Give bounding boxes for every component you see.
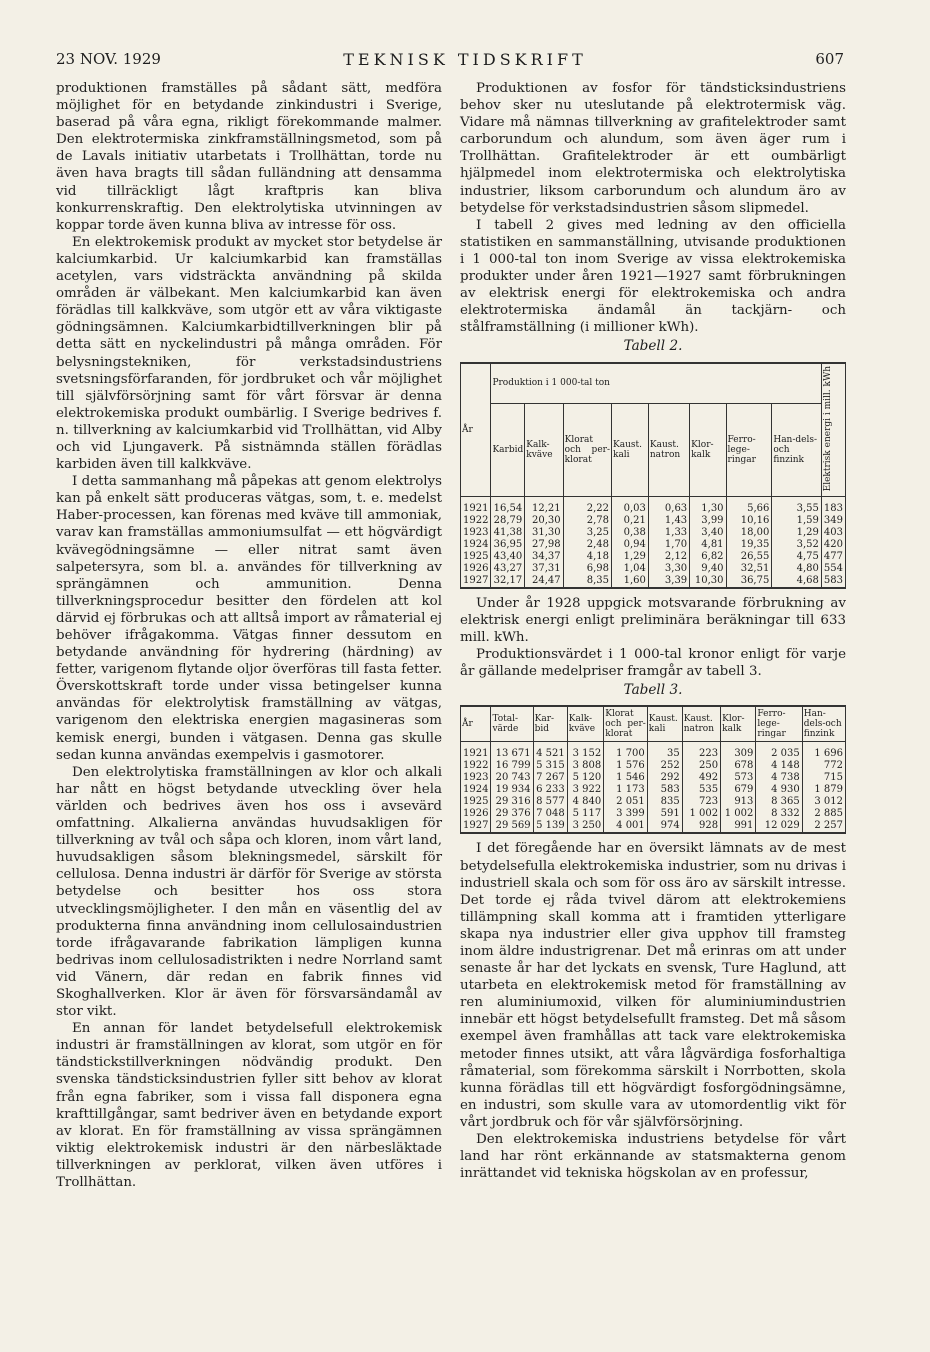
- table2-row: [461, 575, 846, 588]
- table2-year-cell: 1923: [461, 527, 491, 539]
- table3-cell: 8 365: [756, 796, 802, 808]
- table2-body: [461, 496, 846, 588]
- table2-cell: 10,30: [690, 575, 726, 588]
- table2-col-header: Kaust. kali: [611, 404, 648, 497]
- table3-year-cell: 1922: [461, 760, 491, 772]
- table3-col-header: Klor-kalk: [721, 706, 756, 742]
- table2-cell: 6,82: [690, 551, 726, 563]
- table3-cell: 4 738: [756, 772, 802, 784]
- table2-col-header: Ferro-lege-ringar: [726, 404, 772, 497]
- table2-cell: 27,98: [525, 539, 563, 551]
- table3-cell: 4 148: [756, 760, 802, 772]
- table2-cell: 554: [821, 563, 845, 575]
- table2-cell: 4,81: [690, 539, 726, 551]
- table3-cell: 1 576: [604, 760, 648, 772]
- table3-col-header: Klorat och per-klorat: [604, 706, 648, 742]
- table3-cell: 715: [802, 772, 845, 784]
- table3-body: [461, 742, 846, 834]
- table2-cell: 349: [821, 515, 845, 527]
- table2-cell: 2,48: [563, 539, 611, 551]
- table3-cell: 3 808: [567, 760, 604, 772]
- table3-col-header: Ferro-lege-ringar: [756, 706, 802, 742]
- table3-cell: 2 257: [802, 820, 845, 833]
- table2-cell: 1,60: [611, 575, 648, 588]
- table2-cell: 37,31: [525, 563, 563, 575]
- table3-cell: 292: [647, 772, 682, 784]
- table2-cell: 18,00: [726, 527, 772, 539]
- table3-cell: 3 012: [802, 796, 845, 808]
- table3-year-cell: 1925: [461, 796, 491, 808]
- table2-cell: 20,30: [525, 515, 563, 527]
- page-number: 607: [815, 50, 844, 68]
- table2-cell: 403: [821, 527, 845, 539]
- table3-cell: 974: [647, 820, 682, 833]
- table3-cell: 3 922: [567, 784, 604, 796]
- table2-year-cell: 1925: [461, 551, 491, 563]
- table3-cell: 583: [647, 784, 682, 796]
- table3-cell: 8 332: [756, 808, 802, 820]
- table3-cell: 252: [647, 760, 682, 772]
- table3-cell: 678: [721, 760, 756, 772]
- table3-cell: 591: [647, 808, 682, 820]
- table3-cell: 1 002: [682, 808, 720, 820]
- table2-cell: 3,99: [690, 515, 726, 527]
- table3-col-header: Kaust. natron: [682, 706, 720, 742]
- table3-cell: 5 139: [533, 820, 567, 833]
- table2-cell: 10,16: [726, 515, 772, 527]
- table3-row: [461, 742, 846, 761]
- table2-col-header: Han-dels-och finzink: [772, 404, 822, 497]
- paragraph: En annan för landet betydelsefull elektrokemisk industri är framställningen av klorat, som utgör en för tändstickstillverkningen nödvändig produkt. Den svenska tändsticksindustrien fyller sitt behov av klorat från egna fabriker, som i vissa fall disponera egna krafttillgångar, samt bedriver även en betydande export av klorat. En för framställning av vissa sprängämnen viktig elektrokemisk industri är den närbesläktade tillverkningen av perklorat, vilken även utföres i Trollhättan.: [56, 1021, 442, 1190]
- table2-cell: 1,33: [648, 527, 689, 539]
- table3-cell: 7 267: [533, 772, 567, 784]
- table3-year-cell: 1924: [461, 784, 491, 796]
- table3-cell: 5 120: [567, 772, 604, 784]
- table3-cell: 16 799: [491, 760, 533, 772]
- table2-cell: 3,39: [648, 575, 689, 588]
- table3-cell: 3 250: [567, 820, 604, 833]
- right-column: [460, 80, 846, 1182]
- table2-row: [461, 563, 846, 575]
- table3-cell: 2 885: [802, 808, 845, 820]
- table2-row: [461, 515, 846, 527]
- paragraph: produktionen framställes på sådant sätt, medföra möjlighet för en betydande zinkindustri i Sverige, baserad på våra egna, rikligt förekommande malmer. Den elektrotermiska zinkframställningsmetod, som på de Lavals initiativ utarbetats i Trollhättan, torde nu även hava bragts till sådan fulländning att densamma vid tillräckligt lågt kraftpris kan bliva konkurrenskraftig. Den elektrolytiska utvinningen av koppar torde även kunna bliva av intresse för oss.: [56, 81, 442, 233]
- table3: [460, 705, 846, 834]
- table2-cell: 16,54: [491, 496, 525, 515]
- table2-cell: 3,52: [772, 539, 822, 551]
- paragraph: I detta sammanhang må påpekas att genom elektrolys kan på enkelt sätt produceras vätgas, som, t. e. medelst Haber-processen, kan förenas med kväve till ammoniak, varav kan framställas ammoniumsulfat — ett högvärdigt kvävegödningsämne — eller nitrat samt även salpetersyra, som bl. a. användes för tillverkning av sprängämnen och ammunition. Denna tillverkningsprocedur besitter den fördelen att kol därvid ej förbrukas och att alltså import av råmaterial ej behöver ifrågakomma. Vätgas finner dessutom en betydande användning för hydrering (härdning) av fetter, varigenom flytande oljor överföras till fasta fetter. Överskottskraft torde under vissa betingelser kunna användas för elektrolytisk framställning av vätgas, varigenom den elektriska energien magasineras som kemisk energi, bunden i vätgasen. Denna gas skulle sedan kunna användas exempelvis i gasmotorer.: [56, 474, 442, 763]
- table2-cell: 31,30: [525, 527, 563, 539]
- table2-cell: 0,21: [611, 515, 648, 527]
- table3-year-cell: 1923: [461, 772, 491, 784]
- paragraph: Under år 1928 uppgick motsvarande förbrukning av elektrisk energi enligt preliminära beräkningar till 633 mill. kWh.: [460, 595, 846, 646]
- table2-cell: 36,95: [491, 539, 525, 551]
- table2-cell: 6,98: [563, 563, 611, 575]
- table2-cell: 24,47: [525, 575, 563, 588]
- table3-cell: 7 048: [533, 808, 567, 820]
- table3-header-row: [461, 706, 846, 742]
- table3-cell: 13 671: [491, 742, 533, 761]
- table2-year-cell: 1924: [461, 539, 491, 551]
- table2-row: [461, 527, 846, 539]
- table2-cell: 4,68: [772, 575, 822, 588]
- table3-cell: 250: [682, 760, 720, 772]
- table2-col-header: Kalk-kväve: [525, 404, 563, 497]
- table3-row: [461, 808, 846, 820]
- table2-cell: 32,17: [491, 575, 525, 588]
- table2-cell: 420: [821, 539, 845, 551]
- table2-year-cell: 1922: [461, 515, 491, 527]
- table2-cell: 3,55: [772, 496, 822, 515]
- table2-cell: 1,29: [772, 527, 822, 539]
- table2-cell: 0,63: [648, 496, 689, 515]
- table2-cell: 3,25: [563, 527, 611, 539]
- table3-cell: 4 521: [533, 742, 567, 761]
- table2-year-cell: 1921: [461, 496, 491, 515]
- table2-cell: 19,35: [726, 539, 772, 551]
- table3-cell: 5 117: [567, 808, 604, 820]
- table2-cell: 43,27: [491, 563, 525, 575]
- table2-cell: 583: [821, 575, 845, 588]
- table2-cell: 0,38: [611, 527, 648, 539]
- table3-cell: 4 840: [567, 796, 604, 808]
- table2-cell: 477: [821, 551, 845, 563]
- table3-col-header: Han-dels-och finzink: [802, 706, 845, 742]
- table3-cell: 29 376: [491, 808, 533, 820]
- paragraph: Produktionsvärdet i 1 000-tal kronor enligt för varje år gällande medelpriser framgår av tabell 3.: [460, 647, 846, 680]
- table2: [460, 362, 846, 589]
- table3-row: [461, 796, 846, 808]
- table2-cell: 32,51: [726, 563, 772, 575]
- table2-row: [461, 496, 846, 515]
- table3-caption: Tabell 3.: [623, 682, 683, 699]
- table2-cell: 12,21: [525, 496, 563, 515]
- table2-cell: 43,40: [491, 551, 525, 563]
- table3-cell: 1 002: [721, 808, 756, 820]
- table3-cell: 835: [647, 796, 682, 808]
- table3-cell: 4 930: [756, 784, 802, 796]
- table3-cell: 8 577: [533, 796, 567, 808]
- table3-year-cell: 1921: [461, 742, 491, 761]
- table2-cell: 28,79: [491, 515, 525, 527]
- table2-cell: 1,29: [611, 551, 648, 563]
- paragraph: En elektrokemisk produkt av mycket stor betydelse är kalciumkarbid. Ur kalciumkarbid kan framställas acetylen, vars vidsträckta användning på skilda områden är välbekant. Men kalciumkarbid kan även förädlas till kalkkväve, som utgör ett av våra viktigaste gödningsämnen. Kalciumkarbidtillverkningen blir på detta sätt en nyckelindustri på många områden. För belysningstekniken, för verkstadsindustriens svetsningsförfaranden, för jordbruket och vår möjlighet till självförsörjning samt för vårt försvar är denna elektrokemiska produkt oumbärlig. I Sverige bedrives f. n. tillverkning av kalciumkarbid vid Trollhättan, vid Alby och vid Ljungaverk. På sistnämnda ställen förädlas karbiden även till kalkkväve.: [56, 234, 442, 473]
- table2-col-header: Klorat och per-klorat: [563, 404, 611, 497]
- table3-cell: 1 879: [802, 784, 845, 796]
- table2-col-header: Klor-kalk: [690, 404, 726, 497]
- table2-col-header: Karbid: [491, 404, 525, 497]
- table2-cell: 1,70: [648, 539, 689, 551]
- table2-cell: 2,22: [563, 496, 611, 515]
- table2-cell: 183: [821, 496, 845, 515]
- table3-cell: 2 035: [756, 742, 802, 761]
- table3-cell: 309: [721, 742, 756, 761]
- table2-cell: 1,30: [690, 496, 726, 515]
- table3-cell: 991: [721, 820, 756, 833]
- table3-cell: 6 233: [533, 784, 567, 796]
- table2-cell: 3,30: [648, 563, 689, 575]
- table3-col-header: Kar-bid: [533, 706, 567, 742]
- table2-cell: 36,75: [726, 575, 772, 588]
- table3-row: [461, 820, 846, 833]
- table3-cell: 1 173: [604, 784, 648, 796]
- left-column: [56, 80, 442, 1191]
- table3-cell: 772: [802, 760, 845, 772]
- table2-year-header: År: [461, 363, 491, 497]
- table3-cell: 1 696: [802, 742, 845, 761]
- table3-cell: 5 315: [533, 760, 567, 772]
- table2-year-cell: 1927: [461, 575, 491, 588]
- table3-col-header: År: [461, 706, 491, 742]
- table3-cell: 723: [682, 796, 720, 808]
- table3-cell: 3 152: [567, 742, 604, 761]
- table2-cell: 34,37: [525, 551, 563, 563]
- table3-cell: 2 051: [604, 796, 648, 808]
- table3-cell: 3 399: [604, 808, 648, 820]
- table3-col-header: Kalk-kväve: [567, 706, 604, 742]
- table3-cell: 1 546: [604, 772, 648, 784]
- table3-cell: 1 700: [604, 742, 648, 761]
- table3-cell: 29 316: [491, 796, 533, 808]
- table3-cell: 913: [721, 796, 756, 808]
- journal-title: TEKNISK TIDSKRIFT: [343, 50, 587, 69]
- issue-date: 23 NOV. 1929: [56, 50, 161, 68]
- table2-cell: 1,43: [648, 515, 689, 527]
- table3-cell: 19 934: [491, 784, 533, 796]
- table2-cell: 2,78: [563, 515, 611, 527]
- table2-cell: 0,03: [611, 496, 648, 515]
- table2-year-cell: 1926: [461, 563, 491, 575]
- table3-col-header: Total-värde: [491, 706, 533, 742]
- table2-cell: 2,12: [648, 551, 689, 563]
- table3-cell: 4 001: [604, 820, 648, 833]
- table2-cell: 1,59: [772, 515, 822, 527]
- table3-cell: 535: [682, 784, 720, 796]
- table3-cell: 20 743: [491, 772, 533, 784]
- table2-row: [461, 551, 846, 563]
- table2-col-header: Kaust. natron: [648, 404, 689, 497]
- table2-group-header: Produktion i 1 000-tal ton: [491, 363, 821, 404]
- table3-cell: 928: [682, 820, 720, 833]
- table2-cell: 4,80: [772, 563, 822, 575]
- table3-cell: 679: [721, 784, 756, 796]
- paragraph: Den elektrolytiska framställningen av klor och alkali har nått en högst betydande utveckling över hela världen och bedrives även hos oss i avsevärd omfattning. Alkalierna användas huvudsakligen för tillverkning av tvål och såpa och kloren, inom vårt land, huvudsakligen såsom blekningsmedel, särskilt för cellulosa. Denna industri är därför för Sverige av största betydelse och besitter hos oss stora utvecklingsmöjligheter. I den mån en väsentlig del av produkterna finna användning inom cellulosaindustrien torde ifrågavarande fabrikation lämpligen kunna bedrivas inom cellulosadistrikten i nedre Norrland samt vid Vänern, där redan en fabrik finnes vid Skoghallverken. Klor är även för försvarsändamål av stor vikt.: [56, 764, 442, 1020]
- table3-row: [461, 784, 846, 796]
- table2-cell: 26,55: [726, 551, 772, 563]
- table3-cell: 29 569: [491, 820, 533, 833]
- table3-row: [461, 772, 846, 784]
- table3-cell: 12 029: [756, 820, 802, 833]
- table2-cell: 3,40: [690, 527, 726, 539]
- table2-cell: 4,75: [772, 551, 822, 563]
- table3-row: [461, 760, 846, 772]
- table2-cell: 9,40: [690, 563, 726, 575]
- table3-col-header: Kaust. kali: [647, 706, 682, 742]
- table2-row: [461, 539, 846, 551]
- paragraph: I tabell 2 gives med ledning av den officiella statistiken en sammanställning, utvisande produktionen i 1 000-tal ton inom Sverige av vissa elektrokemiska produkter under åren 1921—1927 samt förbrukningen av elektrisk energi för elektrokemiska och andra elektrotermiska ändamål än tackjärn- och stålframställning (i millioner kWh).: [460, 217, 846, 336]
- table3-cell: 223: [682, 742, 720, 761]
- table2-cell: 4,18: [563, 551, 611, 563]
- table3-year-cell: 1926: [461, 808, 491, 820]
- paragraph: Produktionen av fosfor för tändsticksindustriens behov sker nu uteslutande på elektrotermisk väg. Vidare må nämnas tillverkning av grafitelektroder samt carborundum och alundum, som även äger rum i Trollhättan. Grafitelektroder är ett oumbärligt hjälpmedel inom elektrotermiska och elektrolytiska industrier, liksom carborundum och alundum äro av betydelse för verkstadsindustrien såsom slipmedel.: [460, 81, 846, 216]
- paragraph: I det föregående har en översikt lämnats av de mest betydelsefulla elektrokemiska industrier, som nu drivas i industriell skala och som för oss äro av särskilt intresse. Det torde ej råda tvivel därom att elektrokemiens tillämpning skall komma att i framtiden ytterligare skapa nya industrier eller giva upphov till framsteg inom äldre industrigrenar. Det må erinras om att under senaste år har det lyckats en svensk, Ture Haglund, att utarbeta en elektrokemisk metod för framställning av ren aluminiumoxid, vilken för aluminiumindustrien innebär ett högst betydelsefullt framsteg. Det må såsom exempel även framhållas att tack vare elektrokemiska metoder finnes utsikt, att våra lågvärdiga fosforhaltiga råmaterial, som förekomma särskilt i Norrbotten, skola kunna förädlas till ett högvärdigt fosforgödningsämne, en industri, som skulle vara av utomordentlig vikt för vårt jordbruk och för vår självförsörjning.: [460, 841, 846, 1130]
- table2-caption: Tabell 2.: [623, 338, 683, 355]
- table2-cell: 8,35: [563, 575, 611, 588]
- table3-cell: 573: [721, 772, 756, 784]
- table2-energy-header: Elektrisk energi i mill. kWh: [821, 363, 845, 497]
- table3-year-cell: 1927: [461, 820, 491, 833]
- paragraph: Den elektrokemiska industriens betydelse för vårt land har rönt erkännande av statsmakterna genom inrättandet vid tekniska högskolan av en professur,: [460, 1132, 846, 1182]
- table2-cell: 41,38: [491, 527, 525, 539]
- table2-cell: 0,94: [611, 539, 648, 551]
- table3-cell: 35: [647, 742, 682, 761]
- table2-cell: 1,04: [611, 563, 648, 575]
- table3-cell: 492: [682, 772, 720, 784]
- table2-cell: 5,66: [726, 496, 772, 515]
